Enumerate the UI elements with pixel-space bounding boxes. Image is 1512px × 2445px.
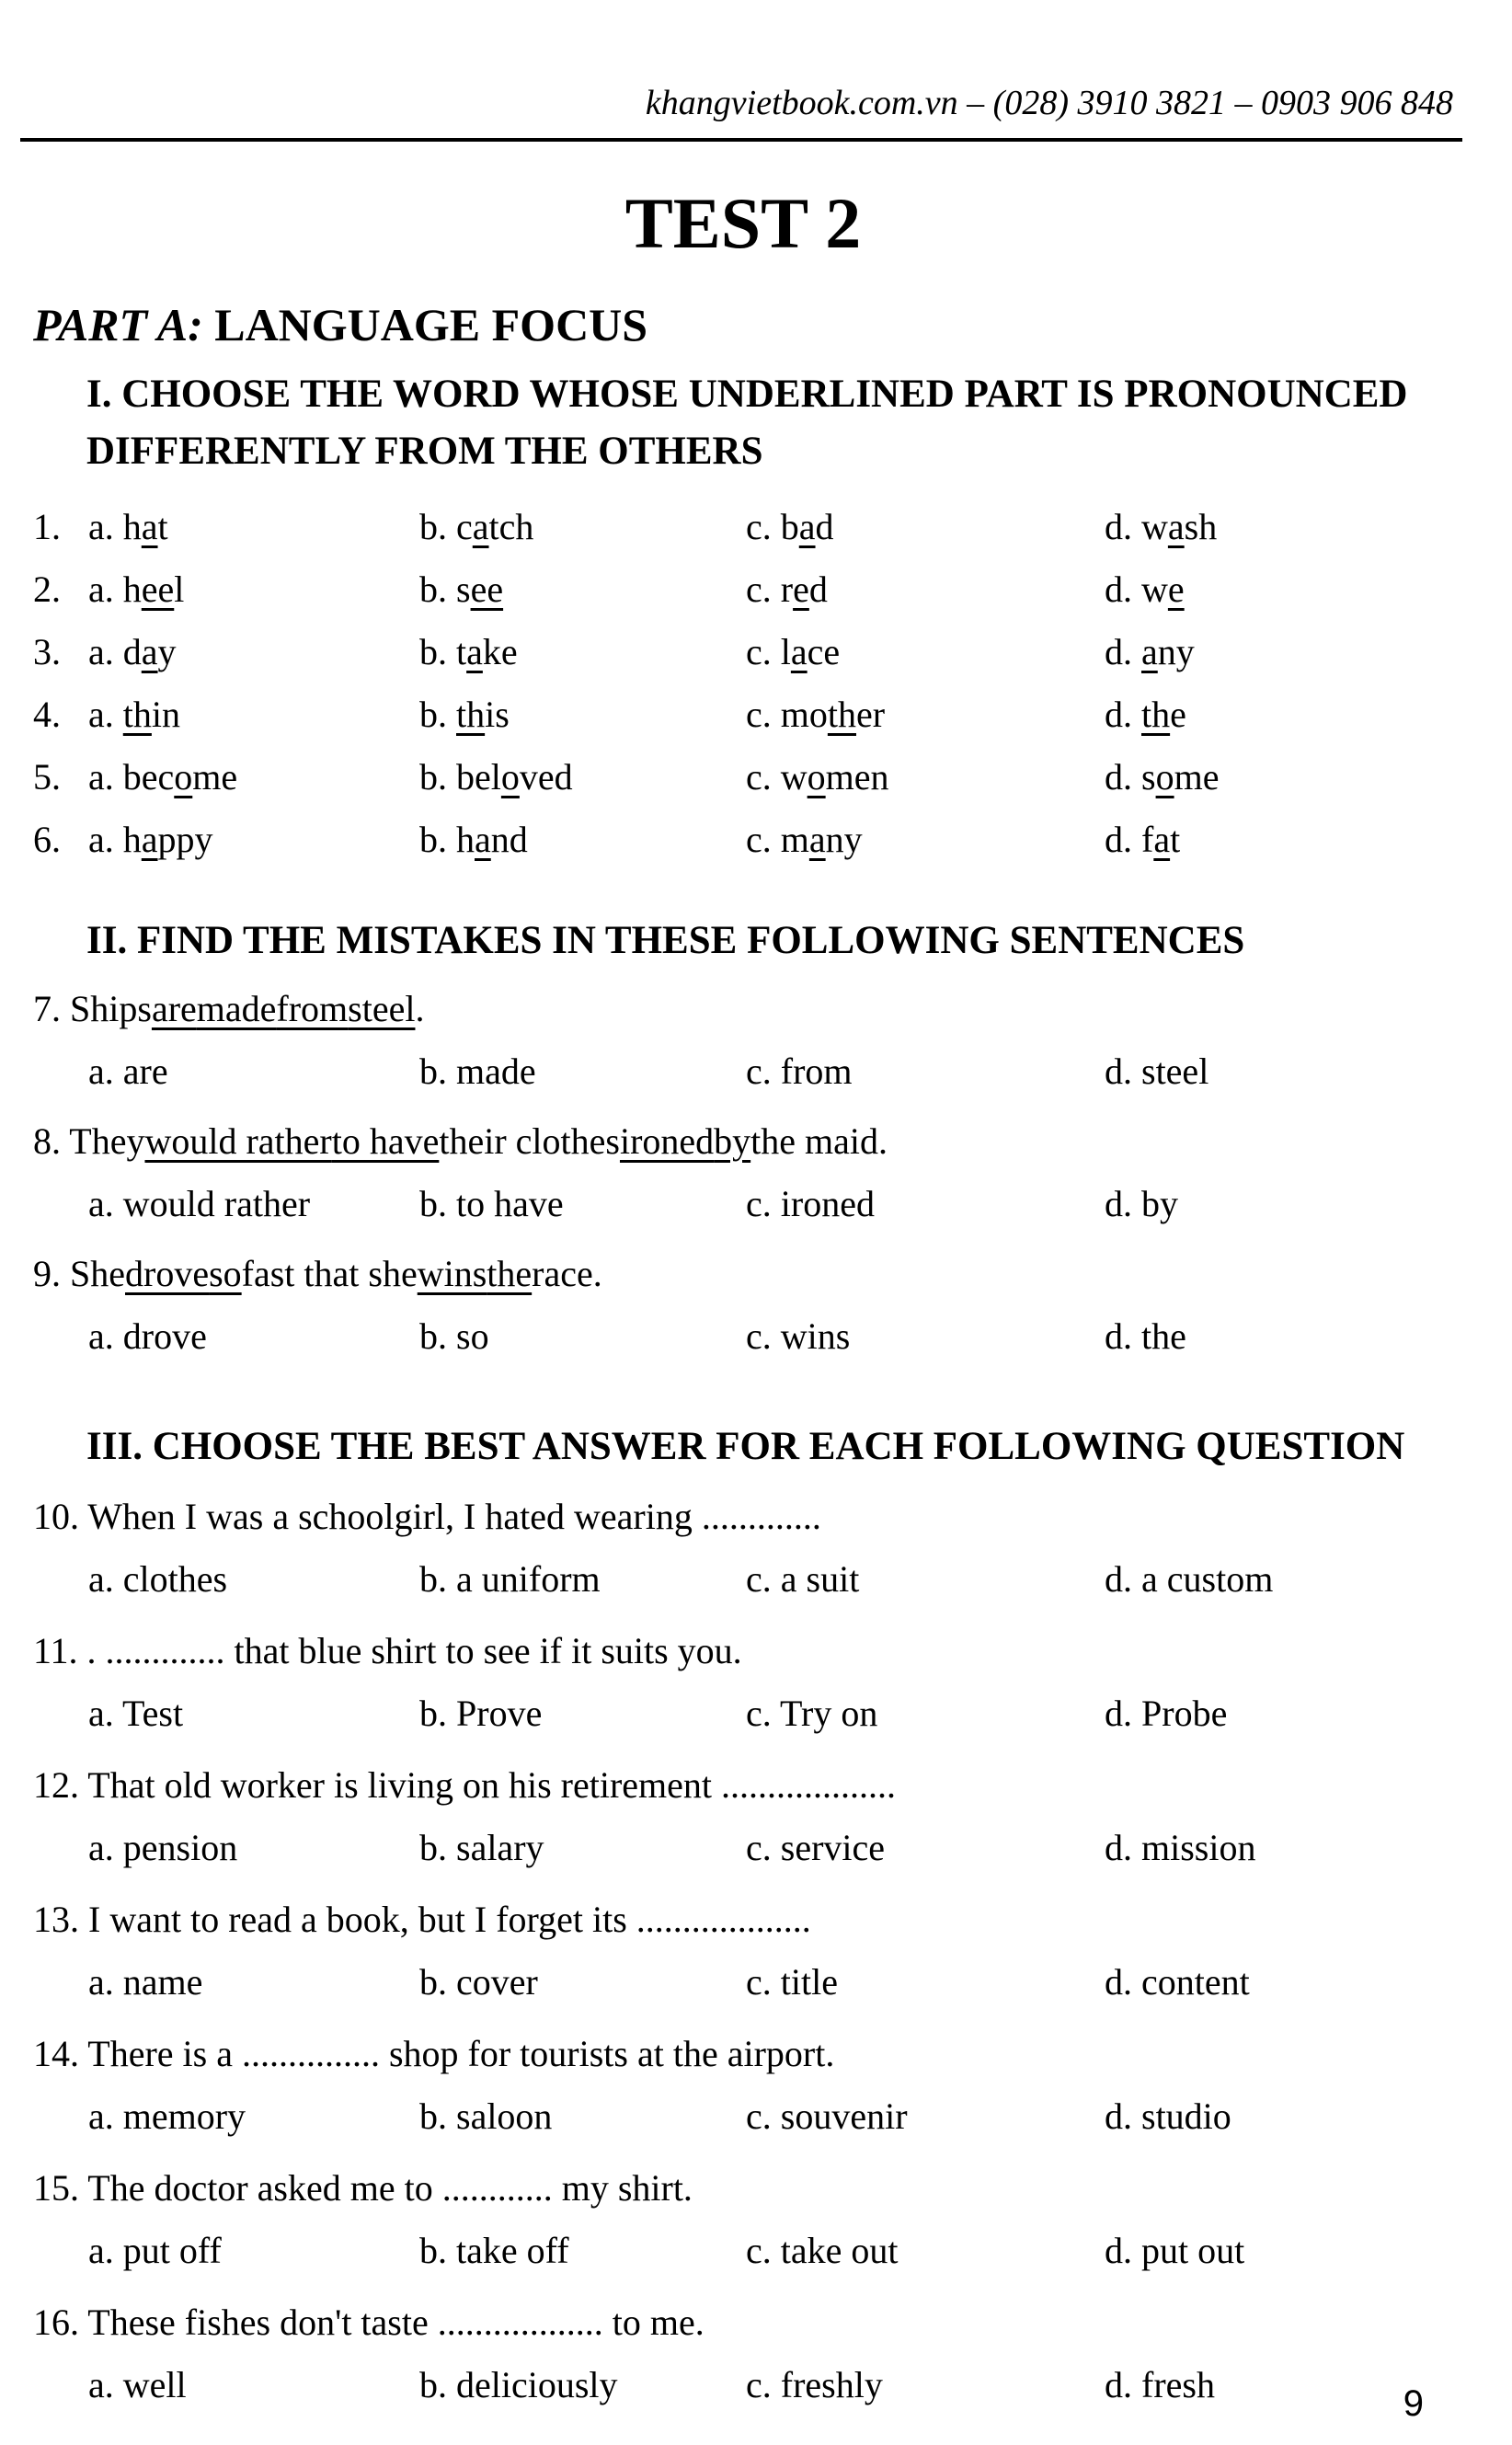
section-2-heading: II. FIND THE MISTAKES IN THESE FOLLOWING SENTENCES bbox=[86, 919, 1245, 962]
question-row-3 bbox=[33, 620, 1453, 683]
option-c: c. freshly bbox=[746, 2363, 883, 2405]
option-a: a. name bbox=[88, 1960, 203, 2003]
option-b: b. Prove bbox=[419, 1692, 543, 1734]
question-number: 3. bbox=[33, 630, 61, 672]
question-13 bbox=[33, 1888, 1453, 2013]
option-c: c. take out bbox=[746, 2229, 899, 2271]
option-d: d. we bbox=[1105, 568, 1185, 610]
option-a: a. put off bbox=[88, 2229, 222, 2271]
option-a: a. thin bbox=[88, 693, 181, 735]
question-8-sentence: 8. They would rather to have their clothes ironed by the maid. bbox=[33, 1119, 888, 1162]
question-8-options bbox=[33, 1172, 1453, 1234]
option-c: c. a suit bbox=[746, 1557, 860, 1600]
option-c: c. ironed bbox=[746, 1182, 875, 1224]
option-d: d. Probe bbox=[1105, 1692, 1228, 1734]
section-1-heading-line-2: DIFFERENTLY FROM THE OTHERS bbox=[86, 430, 763, 473]
question-15 bbox=[33, 2156, 1453, 2281]
option-c: c. wins bbox=[746, 1314, 851, 1357]
question-16-options bbox=[33, 2353, 1453, 2416]
part-a-heading bbox=[33, 296, 1453, 353]
option-c: c. from bbox=[746, 1050, 853, 1092]
question-14-sentence: 14. There is a ............... shop for tourists at the airport. bbox=[33, 2032, 835, 2074]
option-d: d. mission bbox=[1105, 1826, 1256, 1868]
option-d: d. steel bbox=[1105, 1050, 1209, 1092]
option-a: a. would rather bbox=[88, 1182, 311, 1224]
option-a: a. happy bbox=[88, 818, 213, 860]
question-7-options bbox=[33, 1039, 1453, 1102]
option-a: a. day bbox=[88, 630, 177, 672]
option-b: b. saloon bbox=[419, 2095, 553, 2137]
question-10-options bbox=[33, 1547, 1453, 1610]
question-12-sentence: 12. That old worker is living on his retirement ................... bbox=[33, 1763, 897, 1806]
option-b: b. a uniform bbox=[419, 1557, 601, 1600]
option-d: d. fresh bbox=[1105, 2363, 1215, 2405]
part-a-title: LANGUAGE FOCUS bbox=[202, 299, 648, 350]
option-c: c. title bbox=[746, 1960, 838, 2003]
question-9 bbox=[33, 1242, 1453, 1367]
option-b: b. hand bbox=[419, 818, 528, 860]
question-number: 6. bbox=[33, 818, 61, 860]
option-b: b. take bbox=[419, 630, 518, 672]
question-number: 4. bbox=[33, 693, 61, 735]
question-14 bbox=[33, 2022, 1453, 2147]
question-11 bbox=[33, 1619, 1453, 1744]
option-d: d. the bbox=[1105, 693, 1186, 735]
option-b: b. salary bbox=[419, 1826, 544, 1868]
option-a: a. become bbox=[88, 755, 238, 798]
option-a: a. hat bbox=[88, 505, 168, 547]
question-number: 2. bbox=[33, 568, 61, 610]
question-15-sentence: 15. The doctor asked me to ............ my shirt. bbox=[33, 2166, 693, 2209]
option-c: c. Try on bbox=[746, 1692, 878, 1734]
option-a: a. clothes bbox=[88, 1557, 228, 1600]
question-16-sentence: 16. These fishes don't taste .................. to me. bbox=[33, 2301, 704, 2343]
option-a: a. Test bbox=[88, 1692, 184, 1734]
section-1-heading-line-1: I. CHOOSE THE WORD WHOSE UNDERLINED PART IS PRONOUNCED bbox=[86, 373, 1408, 416]
option-a: a. well bbox=[88, 2363, 187, 2405]
question-13-sentence: 13. I want to read a book, but I forget its ................... bbox=[33, 1898, 811, 1940]
section-3-heading: III. CHOOSE THE BEST ANSWER FOR EACH FOLLOWING QUESTION bbox=[86, 1425, 1405, 1468]
question-13-options bbox=[33, 1950, 1453, 2013]
section-1-heading bbox=[86, 366, 1453, 480]
option-b: b. so bbox=[419, 1314, 489, 1357]
page-title: TEST 2 bbox=[624, 183, 862, 263]
option-d: d. some bbox=[1105, 755, 1220, 798]
question-8 bbox=[33, 1109, 1453, 1234]
option-d: d. content bbox=[1105, 1960, 1250, 2003]
question-9-sentence: 9. She drove so fast that she wins the race. bbox=[33, 1252, 602, 1294]
option-c: c. service bbox=[746, 1826, 886, 1868]
question-12 bbox=[33, 1753, 1453, 1878]
question-row-4 bbox=[33, 683, 1453, 745]
option-c: c. women bbox=[746, 755, 889, 798]
option-a: a. pension bbox=[88, 1826, 238, 1868]
page-number: 9 bbox=[1403, 2383, 1424, 2424]
section-1-questions bbox=[33, 495, 1453, 870]
option-c: c. mother bbox=[746, 693, 886, 735]
question-number: 1. bbox=[33, 505, 61, 547]
option-c: c. lace bbox=[746, 630, 841, 672]
question-10-sentence: 10. When I was a schoolgirl, I hated wearing ............. bbox=[33, 1495, 821, 1537]
option-b: b. see bbox=[419, 568, 504, 610]
option-d: d. a custom bbox=[1105, 1557, 1274, 1600]
option-b: b. beloved bbox=[419, 755, 573, 798]
option-d: d. the bbox=[1105, 1314, 1186, 1357]
option-a: a. drove bbox=[88, 1314, 207, 1357]
question-7 bbox=[33, 977, 1453, 1102]
question-10 bbox=[33, 1485, 1453, 1610]
question-16 bbox=[33, 2290, 1453, 2416]
option-d: d. put out bbox=[1105, 2229, 1245, 2271]
question-7-sentence: 7. Ships are made from steel . bbox=[33, 987, 425, 1029]
option-b: b. to have bbox=[419, 1182, 564, 1224]
option-d: d. any bbox=[1105, 630, 1195, 672]
header-divider bbox=[20, 138, 1462, 142]
option-a: a. heel bbox=[88, 568, 185, 610]
option-c: c. red bbox=[746, 568, 828, 610]
option-b: b. made bbox=[419, 1050, 536, 1092]
option-a: a. are bbox=[88, 1050, 168, 1092]
option-c: c. souvenir bbox=[746, 2095, 908, 2137]
option-c: c. many bbox=[746, 818, 863, 860]
question-row-2 bbox=[33, 557, 1453, 620]
option-b: b. deliciously bbox=[419, 2363, 618, 2405]
option-b: b. cover bbox=[419, 1960, 538, 2003]
option-b: b. this bbox=[419, 693, 510, 735]
option-d: d. studio bbox=[1105, 2095, 1231, 2137]
question-11-options bbox=[33, 1682, 1453, 1744]
question-9-options bbox=[33, 1304, 1453, 1367]
question-11-sentence: 11. . ............. that blue shirt to see if it suits you. bbox=[33, 1629, 742, 1671]
option-d: d. by bbox=[1105, 1182, 1178, 1224]
option-d: d. fat bbox=[1105, 818, 1181, 860]
question-number: 5. bbox=[33, 755, 61, 798]
question-15-options bbox=[33, 2219, 1453, 2281]
page-header: khangvietbook.com.vn – (028) 3910 3821 – 0903 906 848 bbox=[645, 84, 1453, 122]
question-row-5 bbox=[33, 745, 1453, 808]
question-14-options bbox=[33, 2084, 1453, 2147]
part-a-label: PART A: bbox=[33, 299, 203, 350]
question-12-options bbox=[33, 1816, 1453, 1878]
option-d: d. wash bbox=[1105, 505, 1218, 547]
question-row-6 bbox=[33, 808, 1453, 870]
option-a: a. memory bbox=[88, 2095, 246, 2137]
option-b: b. take off bbox=[419, 2229, 569, 2271]
option-b: b. catch bbox=[419, 505, 534, 547]
option-c: c. bad bbox=[746, 505, 834, 547]
question-row-1 bbox=[33, 495, 1453, 557]
